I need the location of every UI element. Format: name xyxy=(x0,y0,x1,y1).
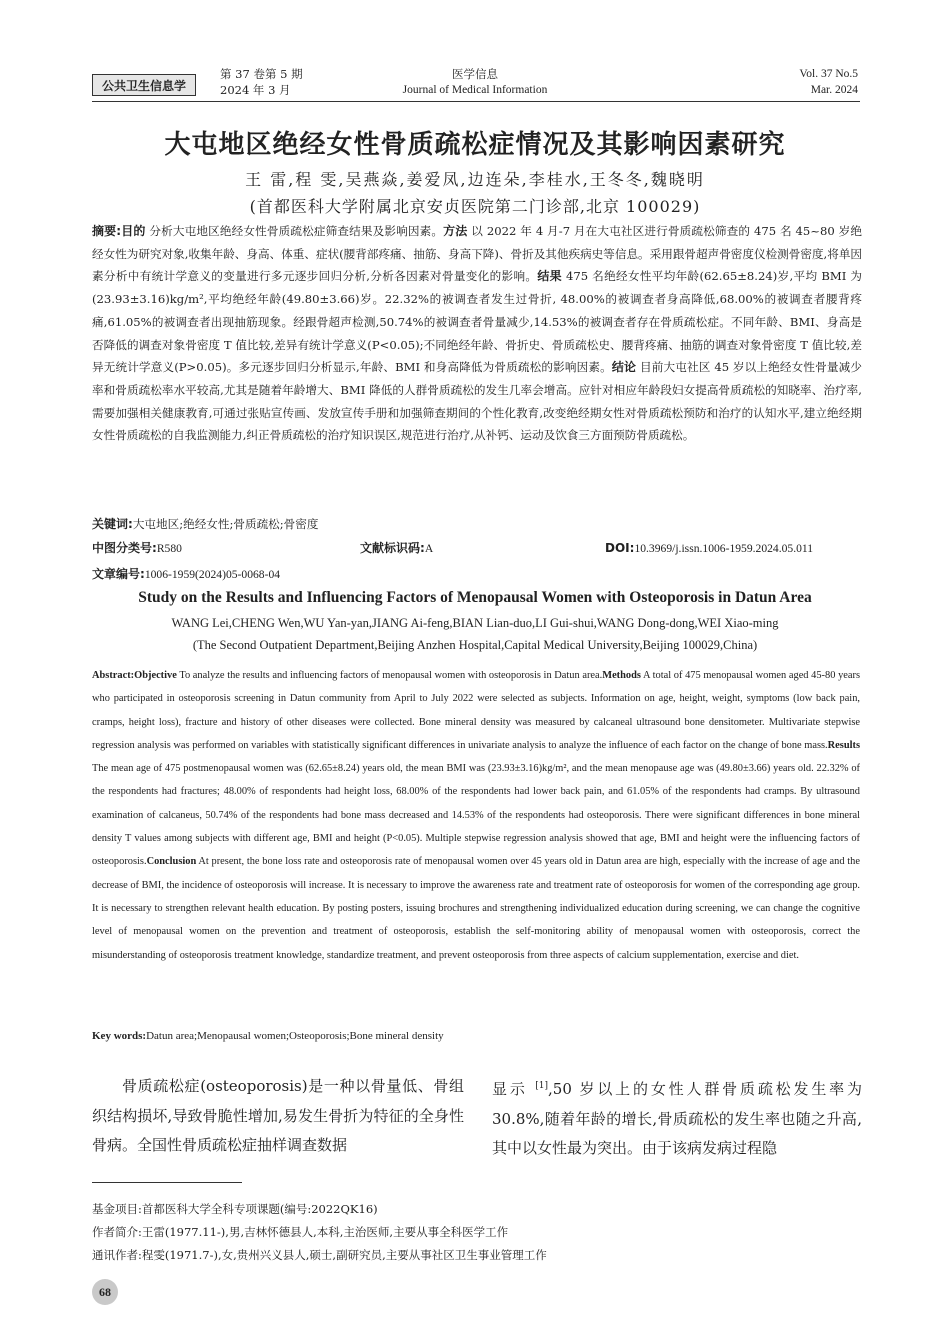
body-column-left: 骨质疏松症(osteoporosis)是一种以骨量低、骨组织结构损坏,导致骨脆性增加,易发生骨折为特征的全身性骨病。全国性骨质疏松症抽样调查数据 xyxy=(92,1077,464,1154)
date-cn: 2024 年 3 月 xyxy=(220,83,291,97)
keywords-cn-text: 大屯地区;绝经女性;骨质疏松;骨密度 xyxy=(132,517,319,531)
clc-label: 中图分类号: xyxy=(92,541,157,555)
clc-number xyxy=(92,538,182,559)
methods-label-cn: 方法 xyxy=(443,224,468,238)
results-text-en: The mean age of 475 postmenopausal women was (62.65±8.24) years old, the mean BMI was (23.93±3.16)kg/m², and the mean menopause age was (49.80±3.66) years old. 22.32% of the respondents had fractures; 48.00% of respondents had height loss, 68.00% of the respondents had lower back pain, and 61.05% of the respondents had cramps. By ultrasound examination of calcaneus, 50.74% of the respondents had bone mass decreased and 14.53% of the respondents had osteoporosis. There were significant differences in bone mineral density T values among subjects with different age, BMI and height (P<0.05). Multiple stepwise regression analysis showed that age, BMI and height were the influencing factors of osteoporosis. xyxy=(92,763,860,868)
keywords-en-text: Datun area;Menopausal women;Osteoporosis;Bone mineral density xyxy=(146,1030,444,1042)
section-tag: 公共卫生信息学 xyxy=(92,74,196,96)
footnote-divider xyxy=(92,1182,242,1183)
doi-label: DOI: xyxy=(605,541,635,555)
citation-ref[interactable]: [1] xyxy=(535,1081,549,1091)
keywords-cn-label: 关键词: xyxy=(92,517,133,531)
footnote-author: 作者简介:王雷(1977.11-),男,吉林怀德县人,本科,主治医师,主要从事全科医学工作 xyxy=(92,1225,509,1239)
header-issue-en xyxy=(799,66,858,98)
header-journal xyxy=(380,66,570,98)
conclusion-label-cn: 结论 xyxy=(611,360,637,375)
conclusion-text-en: At present, the bone loss rate and osteoporosis rate of menopausal women over 45 years old in Datun area are high, especially with the increase of age and the decrease of BMI, the incidence of osteoporosis will increase. It is necessary to improve the awareness rate and treatment rate of osteoporosis for women of the corresponding age group. It is necessary to strengthen relevant health education. By posting posters, issuing brochures and strengthening individualized education during screening, we can change the cognitive level of menopausal women on the prevention and treatment of osteoporosis, establish the self-monitoring ability of menopausal women with osteoporosis, correct the misunderstanding of osteoporosis treatment knowledge, standardize treatment, and prevent osteoporosis from three aspects of calcium supplementation, exercise and diet. xyxy=(92,856,860,961)
results-label-en: Results xyxy=(827,739,860,751)
methods-text-en: A total of 475 menopausal women aged 45-80 years who participated in osteoporosis screening in Datun community from April to July 2022 were selected as subjects. Information on age, height, weight, symptoms (low back pain, cramps, height loss), fracture and history of other diseases were collected. Bone mineral density was measured by calcaneal ultrasound bone densitometer. Multivariate stepwise regression analysis was performed on variables with statistically significant differences in univariate analysis to analyze the influence of each factor on the change of bone mass. xyxy=(92,670,860,751)
doi xyxy=(605,538,813,559)
body-right-post: ,50 岁以上的女性人群骨质疏松发生率为 30.8%,随着年龄的增长,骨质疏松的发生率也随之升高, 其中以女性最为突出。由于该病发病过程隐 xyxy=(492,1080,862,1157)
conclusion-text-cn: 目前大屯社区 45 岁以上绝经女性骨量减少率和骨质疏松率水平较高,尤其是随着年龄增大、BMI 降低的人群骨质疏松的发生几率会增高。应针对相应年龄段妇女提高骨质疏松的知晓率、治疗率,需要加强相关健康教育,可通过张贴宣传画、发放宣传手册和加强筛查期间的个性化教育,改变绝经期女性对骨质疏松预防和治疗的认知水平,建立绝经期女性骨质疏松的自我监测能力,纠正骨质疏松的治疗知识误区,规范进行治疗,从补钙、运动及饮食三方面预防骨质疏松。 xyxy=(92,360,862,443)
affiliation-cn: (首都医科大学附属北京安贞医院第二门诊部,北京 100029) xyxy=(249,197,701,216)
objective-label-en: Objective xyxy=(134,670,177,681)
conclusion-label-en: Conclusion xyxy=(146,856,197,868)
abstract-cn-label: 摘要: xyxy=(92,224,122,238)
abstract-en xyxy=(92,664,860,967)
clc-value: R580 xyxy=(156,542,182,555)
objective-text-cn: 分析大屯地区绝经女性骨质疏松症筛查结果及影响因素。 xyxy=(145,224,444,238)
affiliation-en: (The Second Outpatient Department,Beijing Anzhen Hospital,Capital Medical University,Beijing 100029,China) xyxy=(192,638,758,652)
footnote-corresponding: 通讯作者:程雯(1971.7-),女,贵州兴义县人,硕士,副研究员,主要从事社区卫生事业管理工作 xyxy=(92,1248,547,1262)
date-en: Mar. 2024 xyxy=(810,84,858,96)
header-divider xyxy=(92,101,860,102)
abstract-cn xyxy=(92,220,862,447)
header-issue-cn xyxy=(220,66,303,98)
objective-text-en: To analyze the results and influencing factors of menopausal women with osteoporosis in Datun area. xyxy=(176,670,603,681)
volume-en: Vol. 37 No.5 xyxy=(799,68,858,80)
journal-cn: 医学信息 xyxy=(452,67,498,81)
methods-label-en: Methods xyxy=(602,670,641,681)
journal-en: Journal of Medical Information xyxy=(402,84,548,96)
results-text-cn: 475 名绝经女性平均年龄(62.65±8.24)岁,平均 BMI 为(23.93±3.16)kg/m²,平均绝经年龄(49.80±3.66)岁。22.32%的被调查者发生过骨折, 48.00%的被调查者身高降低,68.00%的被调查者腰背疼痛,61.05%的被调查者出现抽筋现象。经跟骨超声检测,50.74%的被调查者骨量减少,14.53%的被调查者存在骨质疏松症。不同年龄、BMI、身高是否降低的调查对象骨密度 T 值比较,差异有统计学意义(P<0.05);不同绝经年龄、骨折史、骨质疏松史、腰背疼痛、抽筋的调查对象骨密度 T 值比较,差异无统计学意义(P>0.05)。多元逐步回归分析显示,年龄、BMI 和身高降低为骨质疏松的影响因素。 xyxy=(92,269,862,375)
doc-label: 文献标识码: xyxy=(360,541,425,555)
keywords-en xyxy=(92,1026,860,1046)
methods-text-cn: 以 2022 年 4 月-7 月在大屯社区进行骨质疏松筛查的 475 名 45~80 岁绝经女性为研究对象,收集年龄、身高、体重、症状(腰背部疼痛、抽筋、身高下降)、骨折及其他疾病史等信息。采用跟骨超声骨密度仪检测骨密度,将单因素分析中有统计学意义的变量进行多元逐步回归分析,分析各因素对骨量变化的影响。 xyxy=(92,224,863,284)
authors-cn: 王 雷,程 雯,吴燕焱,姜爱凤,边连朵,李桂水,王冬冬,魏晓明 xyxy=(245,170,705,189)
article-number xyxy=(92,564,280,585)
article-title-cn: 大屯地区绝经女性骨质疏松症情况及其影响因素研究 xyxy=(164,130,786,160)
abstract-en-label: Abstract: xyxy=(92,670,135,681)
authors-en: WANG Lei,CHENG Wen,WU Yan-yan,JIANG Ai-feng,BIAN Lian-duo,LI Gui-shui,WANG Dong-dong,WEI Xiao-ming xyxy=(171,616,779,630)
document-code xyxy=(360,538,433,559)
body-right-pre: 显示 xyxy=(492,1080,536,1098)
article-title-en: Study on the Results and Influencing Factors of Menopausal Women with Osteoporosis in Datun Area xyxy=(138,589,812,606)
article-label: 文章编号: xyxy=(92,567,145,581)
volume-cn: 第 37 卷第 5 期 xyxy=(220,67,303,81)
page-number: 68 xyxy=(92,1279,118,1305)
doi-value: 10.3969/j.issn.1006-1959.2024.05.011 xyxy=(634,542,814,555)
keywords-en-label: Key words: xyxy=(92,1030,147,1042)
footnotes xyxy=(92,1198,862,1267)
objective-label-cn: 目的 xyxy=(121,224,146,238)
doc-value: A xyxy=(424,542,434,555)
keywords-cn xyxy=(92,514,862,534)
footnote-fund: 基金项目:首都医科大学全科专项课题(编号:2022QK16) xyxy=(92,1202,378,1216)
body-column-right xyxy=(492,1072,862,1164)
results-label-cn: 结果 xyxy=(537,269,562,284)
article-value: 1006-1959(2024)05-0068-04 xyxy=(144,568,281,581)
